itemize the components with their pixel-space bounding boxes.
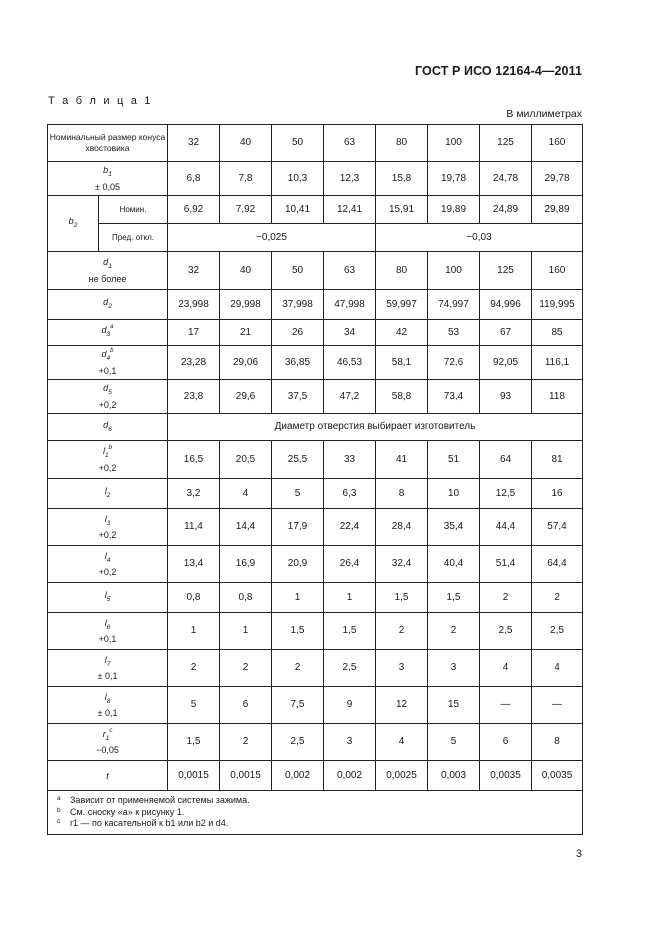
value-cell: 74,997 — [428, 290, 480, 320]
value-cell: 0,0015 — [168, 761, 220, 791]
symbol-letter: t — [106, 770, 109, 781]
value-cell: 5 — [168, 687, 220, 724]
value-cell: 94,996 — [480, 290, 532, 320]
value-cell: 57,4 — [532, 509, 583, 546]
value-cell: 50 — [272, 252, 324, 290]
value-cell: 1 — [220, 613, 272, 650]
value-cell: 0,002 — [324, 761, 376, 791]
size-header: 50 — [272, 125, 324, 162]
table-body — [48, 125, 583, 835]
value-cell: 6,8 — [168, 162, 220, 196]
value-cell: 24,89 — [480, 196, 532, 224]
value-cell: 13,4 — [168, 546, 220, 583]
value-cell: 4 — [480, 650, 532, 687]
value-cell: 29,78 — [532, 162, 583, 196]
symbol-subscript: 6 — [106, 623, 111, 631]
value-cell: 10,3 — [272, 162, 324, 196]
value-cell: 21 — [220, 320, 272, 346]
footnote-text: r1 — по касательной к b1 или b2 и d4. — [70, 818, 229, 828]
row-symbol-cell — [48, 650, 168, 687]
table-row — [48, 414, 583, 441]
value-cell: 51,4 — [480, 546, 532, 583]
value-cell: 2 — [272, 650, 324, 687]
table-row — [48, 346, 583, 380]
table-row — [48, 252, 583, 290]
tolerance-label: −0,05 — [96, 745, 119, 756]
value-cell: 1 — [272, 583, 324, 613]
value-cell: 40,4 — [428, 546, 480, 583]
row-symbol-cell — [48, 613, 168, 650]
row-symbol-cell — [48, 380, 168, 414]
table-row — [48, 687, 583, 724]
value-cell: 20,5 — [220, 441, 272, 479]
footnote-text: См. сноску «a» к рисунку 1. — [70, 806, 185, 817]
value-cell: 0,0035 — [532, 761, 583, 791]
symbol-subscript: 2 — [108, 302, 112, 310]
table-row — [48, 479, 583, 509]
symbol-letter: l — [104, 486, 107, 497]
value-cell: 29,6 — [220, 380, 272, 414]
value-cell: 85 — [532, 320, 583, 346]
value-cell: 36,85 — [272, 346, 324, 380]
value-cell: 5 — [272, 479, 324, 509]
table-row — [48, 224, 583, 252]
value-cell: 22,4 — [324, 509, 376, 546]
value-cell: 8 — [376, 479, 428, 509]
value-cell: 0,8 — [168, 583, 220, 613]
tolerance-label: +0,1 — [98, 365, 117, 376]
size-header: 100 — [428, 125, 480, 162]
value-cell: 81 — [532, 441, 583, 479]
footnote — [57, 806, 582, 819]
value-cell: 0,002 — [272, 761, 324, 791]
symbol-letter: b — [103, 165, 109, 176]
value-cell: 19,89 — [428, 196, 480, 224]
deviation-value: −0,025 — [168, 224, 376, 252]
row-symbol-cell — [48, 162, 168, 196]
value-cell: 64,4 — [532, 546, 583, 583]
table-row — [48, 613, 583, 650]
deviation-label: Пред. откл. — [99, 224, 168, 252]
table-row — [48, 320, 583, 346]
symbol-subscript: 6 — [108, 425, 112, 433]
symbol-letter: r — [102, 728, 106, 739]
row-symbol-cell — [48, 687, 168, 724]
value-cell: 119,995 — [532, 290, 583, 320]
value-cell: 6 — [480, 724, 532, 761]
symbol-letter: b — [68, 216, 74, 227]
value-cell: 7,5 — [272, 687, 324, 724]
footnote-marker: a — [110, 324, 114, 331]
value-cell: 72,6 — [428, 346, 480, 380]
footnote-marker: b — [108, 445, 112, 452]
table-row — [48, 583, 583, 613]
value-cell: 2 — [220, 724, 272, 761]
symbol-subscript: 5 — [106, 595, 111, 603]
table-row — [48, 509, 583, 546]
header-row — [48, 125, 583, 162]
footnote-marker: b — [110, 348, 114, 355]
value-cell: 41 — [376, 441, 428, 479]
page-number: 3 — [575, 848, 582, 860]
value-cell: 58,8 — [376, 380, 428, 414]
row-symbol-cell — [48, 479, 168, 509]
value-cell: 64 — [480, 441, 532, 479]
symbol-letter: d — [103, 383, 109, 394]
value-cell: 16 — [532, 479, 583, 509]
value-cell: 0,0015 — [220, 761, 272, 791]
symbol-letter: l — [104, 654, 107, 665]
value-cell: 1 — [168, 613, 220, 650]
tolerance-label: +0,1 — [98, 634, 117, 645]
symbol-subscript: 3 — [106, 519, 111, 527]
row-symbol-cell — [48, 320, 168, 346]
size-header: 40 — [220, 125, 272, 162]
tolerance-label: ± 0,1 — [97, 708, 118, 719]
value-cell: 4 — [220, 479, 272, 509]
value-cell: 37,5 — [272, 380, 324, 414]
value-cell: 2 — [376, 613, 428, 650]
value-cell: 9 — [324, 687, 376, 724]
symbol-subscript: 5 — [108, 388, 112, 396]
symbol-subscript: 4 — [106, 556, 111, 564]
value-cell: 23,998 — [168, 290, 220, 320]
value-cell: 6 — [220, 687, 272, 724]
value-cell: 47,2 — [324, 380, 376, 414]
value-cell: 2,5 — [272, 724, 324, 761]
units-label: В миллиметрах — [506, 108, 582, 120]
value-cell: 53 — [428, 320, 480, 346]
value-cell: 44,4 — [480, 509, 532, 546]
value-cell: 25,5 — [272, 441, 324, 479]
value-cell: 19,78 — [428, 162, 480, 196]
size-header: 63 — [324, 125, 376, 162]
symbol-subscript: 1 — [105, 734, 110, 742]
tolerance-label: +0,2 — [98, 399, 117, 410]
value-cell: 16,9 — [220, 546, 272, 583]
footnotes-cell — [48, 791, 583, 835]
footnotes-row — [48, 791, 583, 835]
value-cell: 32,4 — [376, 546, 428, 583]
symbol-letter: l — [104, 617, 107, 628]
symbol-letter: d — [103, 419, 109, 430]
value-cell: 26,4 — [324, 546, 376, 583]
value-cell: 1,5 — [168, 724, 220, 761]
footnote-marker: a — [57, 795, 61, 802]
value-cell: 14,4 — [220, 509, 272, 546]
symbol-letter: l — [104, 550, 107, 561]
row-symbol-cell — [48, 414, 168, 441]
value-cell: 40 — [220, 252, 272, 290]
table-caption: Т а б л и ц а 1 — [48, 95, 153, 107]
symbol-letter: l — [103, 446, 106, 457]
row-symbol-cell — [48, 290, 168, 320]
symbol-letter: d — [101, 349, 107, 360]
table-row — [48, 162, 583, 196]
value-cell: 24,78 — [480, 162, 532, 196]
value-cell: 26 — [272, 320, 324, 346]
value-cell: 1,5 — [376, 583, 428, 613]
size-header: 80 — [376, 125, 428, 162]
value-cell: 11,4 — [168, 509, 220, 546]
value-cell: 5 — [428, 724, 480, 761]
value-cell: 2 — [480, 583, 532, 613]
dimensions-table — [47, 124, 583, 835]
value-cell: 23,28 — [168, 346, 220, 380]
value-cell: 2 — [532, 583, 583, 613]
deviation-value: −0,03 — [376, 224, 583, 252]
value-cell: 2 — [428, 613, 480, 650]
value-cell: 2 — [168, 650, 220, 687]
value-cell: 10,41 — [272, 196, 324, 224]
value-cell: 3 — [376, 650, 428, 687]
header-label: Номинальный размер конуса хвостовика — [48, 125, 168, 162]
value-cell: 2,5 — [324, 650, 376, 687]
symbol-subscript: 1 — [108, 262, 112, 270]
value-cell: 4 — [532, 650, 583, 687]
value-cell: 73,4 — [428, 380, 480, 414]
value-cell: 15 — [428, 687, 480, 724]
nominal-label: Номин. — [99, 196, 168, 224]
footnote-marker: c — [57, 818, 61, 825]
tolerance-label: не более — [88, 273, 127, 284]
value-cell: 92,05 — [480, 346, 532, 380]
value-cell: 80 — [376, 252, 428, 290]
value-cell: 29,06 — [220, 346, 272, 380]
value-cell: 1,5 — [324, 613, 376, 650]
value-cell: 0,0025 — [376, 761, 428, 791]
tolerance-label: ± 0,1 — [97, 671, 118, 682]
table-row — [48, 546, 583, 583]
value-cell: 1 — [324, 583, 376, 613]
value-cell: 17 — [168, 320, 220, 346]
symbol-subscript: 8 — [106, 697, 111, 705]
table-row — [48, 196, 583, 224]
symbol-letter: l — [104, 513, 107, 524]
value-cell: 51 — [428, 441, 480, 479]
symbol-subscript: 1 — [108, 170, 112, 178]
footnote — [57, 795, 582, 807]
table-row — [48, 380, 583, 414]
symbol-letter: d — [101, 325, 107, 336]
value-cell: 93 — [480, 380, 532, 414]
value-cell: 3 — [324, 724, 376, 761]
symbol-subscript: 2 — [106, 491, 111, 499]
value-cell: 10 — [428, 479, 480, 509]
row-symbol-cell — [48, 346, 168, 380]
value-cell: 20,9 — [272, 546, 324, 583]
value-cell: 12,3 — [324, 162, 376, 196]
value-cell: 118 — [532, 380, 583, 414]
value-cell: 0,003 — [428, 761, 480, 791]
value-cell: 23,8 — [168, 380, 220, 414]
table-row — [48, 724, 583, 761]
value-cell: 3,2 — [168, 479, 220, 509]
symbol-letter: d — [103, 297, 109, 308]
value-cell: 7,92 — [220, 196, 272, 224]
value-cell: 4 — [376, 724, 428, 761]
value-cell: 59,997 — [376, 290, 428, 320]
symbol-subscript: 3 — [106, 330, 111, 338]
value-cell: 42 — [376, 320, 428, 346]
symbol-letter: l — [104, 590, 107, 601]
value-cell: 6,3 — [324, 479, 376, 509]
value-cell: 116,1 — [532, 346, 583, 380]
value-cell: 2,5 — [480, 613, 532, 650]
symbol-letter: d — [103, 257, 109, 268]
symbol-letter: l — [104, 691, 107, 702]
size-header: 160 — [532, 125, 583, 162]
footnote-marker: c — [109, 727, 113, 734]
value-cell: 12,5 — [480, 479, 532, 509]
symbol-subscript: 1 — [105, 451, 109, 459]
value-cell: 28,4 — [376, 509, 428, 546]
symbol-subscript: 2 — [73, 221, 78, 229]
tolerance-label: +0,2 — [98, 462, 117, 473]
table-row — [48, 441, 583, 479]
row-symbol-cell — [48, 761, 168, 791]
tolerance-label: ± 0,05 — [95, 181, 120, 192]
value-cell: 67 — [480, 320, 532, 346]
table-row — [48, 650, 583, 687]
size-header: 32 — [168, 125, 220, 162]
value-cell: 47,998 — [324, 290, 376, 320]
row-symbol-cell — [48, 509, 168, 546]
value-cell: 3 — [428, 650, 480, 687]
value-cell: — — [480, 687, 532, 724]
document-title: ГОСТ Р ИСО 12164-4—2011 — [415, 64, 582, 78]
value-cell: 1,5 — [428, 583, 480, 613]
tolerance-label: +0,2 — [98, 567, 117, 578]
value-cell: 12 — [376, 687, 428, 724]
value-cell: 125 — [480, 252, 532, 290]
value-cell: 63 — [324, 252, 376, 290]
value-cell: — — [532, 687, 583, 724]
row-symbol-cell — [48, 583, 168, 613]
footnote — [57, 818, 582, 830]
value-cell: 0,8 — [220, 583, 272, 613]
row-symbol-cell — [48, 546, 168, 583]
value-cell: 15,8 — [376, 162, 428, 196]
value-cell: 29,998 — [220, 290, 272, 320]
value-cell: 17,9 — [272, 509, 324, 546]
value-cell: 2,5 — [532, 613, 583, 650]
tolerance-label: +0,2 — [98, 530, 117, 541]
symbol-subscript: 4 — [106, 354, 111, 362]
value-cell: 0,0035 — [480, 761, 532, 791]
footnote-marker: b — [57, 806, 61, 814]
value-cell: 8 — [532, 724, 583, 761]
row-symbol-cell — [48, 252, 168, 290]
value-cell: 16,5 — [168, 441, 220, 479]
row-symbol-cell — [48, 196, 99, 252]
value-cell: 29,89 — [532, 196, 583, 224]
value-cell: 58,1 — [376, 346, 428, 380]
value-cell: 160 — [532, 252, 583, 290]
value-cell: 35,4 — [428, 509, 480, 546]
table-row — [48, 290, 583, 320]
value-cell: 33 — [324, 441, 376, 479]
value-cell: 15,91 — [376, 196, 428, 224]
footnote-text: Зависит от применяемой системы зажима. — [70, 795, 250, 805]
size-header: 125 — [480, 125, 532, 162]
value-cell: 6,92 — [168, 196, 220, 224]
value-cell: 7,8 — [220, 162, 272, 196]
table-row — [48, 761, 583, 791]
value-cell: 2 — [220, 650, 272, 687]
value-cell: 1,5 — [272, 613, 324, 650]
value-cell: 100 — [428, 252, 480, 290]
value-cell: 12,41 — [324, 196, 376, 224]
value-cell: 34 — [324, 320, 376, 346]
spanning-note: Диаметр отверстия выбирает изготовитель — [168, 414, 583, 441]
row-symbol-cell — [48, 724, 168, 761]
value-cell: 46,53 — [324, 346, 376, 380]
row-symbol-cell — [48, 441, 168, 479]
symbol-subscript: 7 — [106, 660, 111, 668]
value-cell: 37,998 — [272, 290, 324, 320]
value-cell: 32 — [168, 252, 220, 290]
